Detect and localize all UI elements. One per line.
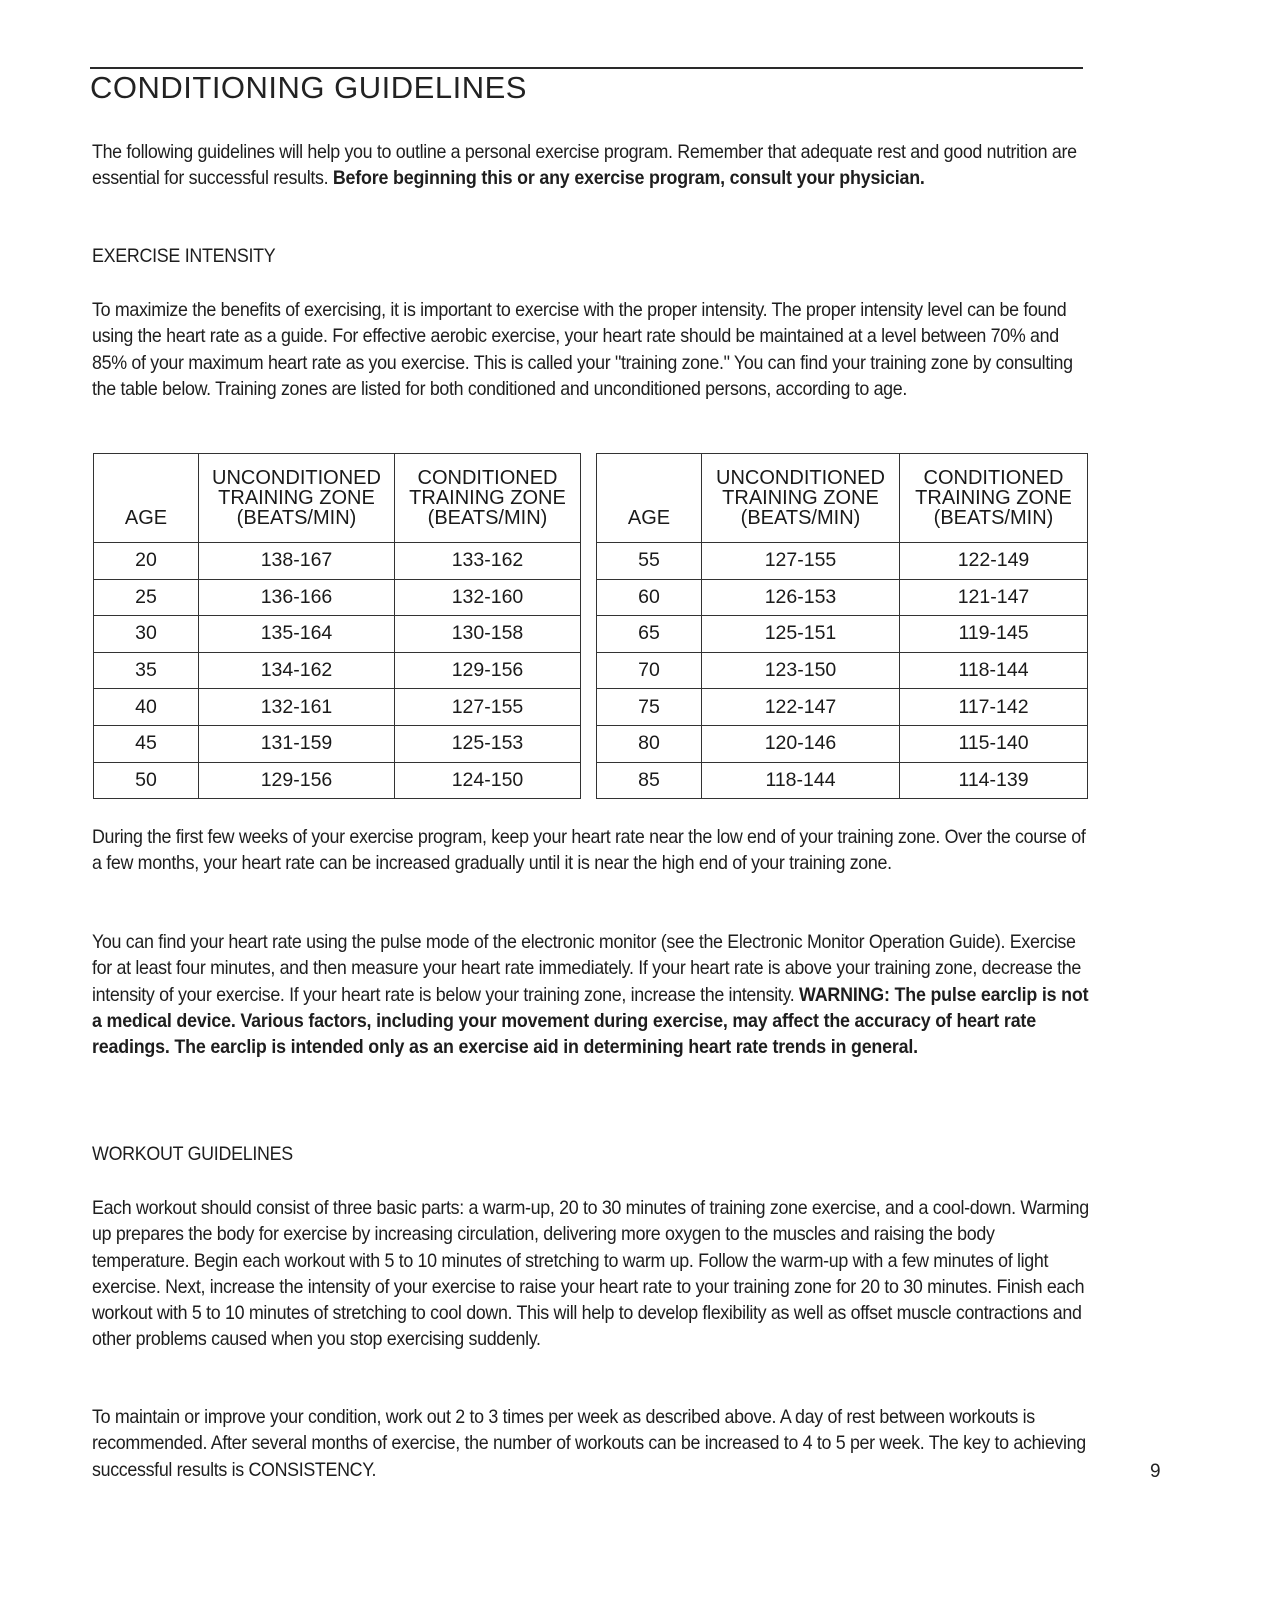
age-cell: 65 bbox=[597, 616, 702, 653]
age-cell: 35 bbox=[94, 652, 199, 689]
heart-rate-text: You can find your heart rate using the pulse mode of the electronic monitor (see the Electronic Monitor Operation Guide). Exercise for at least four minutes, and then measure your heart rate immediately. If your heart rate is above your training zone, decrease the intensity of your exercise. If your heart rate is below your training zone, increase the intensity. bbox=[92, 932, 1081, 1006]
age-cell: 85 bbox=[597, 762, 702, 799]
unconditioned-cell: 132-161 bbox=[199, 689, 395, 726]
unconditioned-cell: 120-146 bbox=[702, 725, 900, 762]
unconditioned-cell: 136-166 bbox=[199, 579, 395, 616]
title-rule bbox=[90, 67, 1083, 69]
table-row bbox=[94, 543, 581, 580]
conditioned-cell: 132-160 bbox=[395, 579, 581, 616]
header-age: AGE bbox=[597, 454, 702, 543]
table-row bbox=[597, 762, 1088, 799]
conditioned-cell: 117-142 bbox=[900, 689, 1088, 726]
age-cell: 60 bbox=[597, 579, 702, 616]
table-header-row bbox=[597, 454, 1088, 543]
table-row bbox=[94, 689, 581, 726]
training-zone-table-left bbox=[93, 453, 581, 799]
age-cell: 50 bbox=[94, 762, 199, 799]
header-conditioned: CONDITIONED TRAINING ZONE (BEATS/MIN) bbox=[900, 454, 1088, 543]
age-cell: 40 bbox=[94, 689, 199, 726]
unconditioned-cell: 126-153 bbox=[702, 579, 900, 616]
frequency-paragraph: To maintain or improve your condition, work out 2 to 3 times per week as described above. A day of rest between workouts is recommended. After several months of exercise, the number of workouts can be increased to 4 to 5 per week. The key to achieving successful results is CONSISTENCY. bbox=[92, 1407, 1086, 1481]
table-row bbox=[597, 689, 1088, 726]
page-number: 9 bbox=[1150, 1461, 1161, 1482]
header-age: AGE bbox=[94, 454, 199, 543]
header-unconditioned: UNCONDITIONED TRAINING ZONE (BEATS/MIN) bbox=[199, 454, 395, 543]
unconditioned-cell: 138-167 bbox=[199, 543, 395, 580]
intro-warning: Before beginning this or any exercise program, consult your physician. bbox=[332, 168, 925, 190]
conditioned-cell: 115-140 bbox=[900, 725, 1088, 762]
table-row bbox=[94, 579, 581, 616]
first-weeks-paragraph: During the first few weeks of your exercise program, keep your heart rate near the low end of your training zone. Over the course of a few months, your heart rate can be increased gradually until it is near the high end of your training zone. bbox=[92, 827, 1086, 875]
unconditioned-cell: 118-144 bbox=[702, 762, 900, 799]
conditioned-cell: 122-149 bbox=[900, 543, 1088, 580]
workout-guidelines-heading: WORKOUT GUIDELINES bbox=[92, 1144, 293, 1165]
intro-text: The following guidelines will help you to outline a personal exercise program. Remember that adequate rest and good nutrition are essential for successful results. bbox=[92, 142, 1077, 190]
intensity-paragraph: To maximize the benefits of exercising, it is important to exercise with the proper intensity. The proper intensity level can be found using the heart rate as a guide. For effective aerobic exercise, your heart rate should be maintained at a level between 70% and 85% of your maximum heart rate as you exercise. This is called your "training zone." You can find your training zone by consulting the table below. Training zones are listed for both conditioned and unconditioned persons, according to age. bbox=[92, 300, 1073, 400]
earclip-warning: WARNING: The pulse earclip is not a medical device. Various factors, including your movement during exercise, may affect the accuracy of heart rate readings. The earclip is intended only as an exercise aid in determining heart rate trends in general. bbox=[92, 984, 1089, 1059]
workout-paragraph: Each workout should consist of three basic parts: a warm-up, 20 to 30 minutes of training zone exercise, and a cool-down. Warming up prepares the body for exercise by increasing circulation, delivering more oxygen to the muscles and raising the body temperature. Begin each workout with 5 to 10 minutes of stretching to warm up. Follow the warm-up with a few minutes of light exercise. Next, increase the intensity of your exercise to raise your heart rate to your training zone for 20 to 30 minutes. Finish each workout with 5 to 10 minutes of stretching to cool down. This will help to develop flexibility as well as offset muscle contractions and other problems caused when you stop exercising suddenly. bbox=[92, 1198, 1089, 1351]
unconditioned-cell: 127-155 bbox=[702, 543, 900, 580]
header-conditioned: CONDITIONED TRAINING ZONE (BEATS/MIN) bbox=[395, 454, 581, 543]
table-row bbox=[597, 616, 1088, 653]
conditioned-cell: 133-162 bbox=[395, 543, 581, 580]
heart-rate-paragraph bbox=[92, 930, 1096, 1061]
table-row bbox=[597, 652, 1088, 689]
conditioned-cell: 127-155 bbox=[395, 689, 581, 726]
table-row bbox=[94, 652, 581, 689]
age-cell: 20 bbox=[94, 543, 199, 580]
conditioned-cell: 124-150 bbox=[395, 762, 581, 799]
page-title: CONDITIONING GUIDELINES bbox=[90, 70, 527, 105]
unconditioned-cell: 134-162 bbox=[199, 652, 395, 689]
exercise-intensity-heading: EXERCISE INTENSITY bbox=[92, 246, 276, 267]
table-header-row bbox=[94, 454, 581, 543]
age-cell: 25 bbox=[94, 579, 199, 616]
unconditioned-cell: 135-164 bbox=[199, 616, 395, 653]
age-cell: 30 bbox=[94, 616, 199, 653]
table-row bbox=[94, 616, 581, 653]
conditioned-cell: 121-147 bbox=[900, 579, 1088, 616]
age-cell: 55 bbox=[597, 543, 702, 580]
intro-paragraph bbox=[92, 140, 1096, 193]
conditioned-cell: 118-144 bbox=[900, 652, 1088, 689]
conditioned-cell: 119-145 bbox=[900, 616, 1088, 653]
unconditioned-cell: 123-150 bbox=[702, 652, 900, 689]
age-cell: 70 bbox=[597, 652, 702, 689]
table-row bbox=[94, 725, 581, 762]
unconditioned-cell: 129-156 bbox=[199, 762, 395, 799]
conditioned-cell: 130-158 bbox=[395, 616, 581, 653]
age-cell: 80 bbox=[597, 725, 702, 762]
age-cell: 45 bbox=[94, 725, 199, 762]
training-zone-table-right bbox=[596, 453, 1088, 799]
conditioned-cell: 114-139 bbox=[900, 762, 1088, 799]
unconditioned-cell: 125-151 bbox=[702, 616, 900, 653]
header-unconditioned: UNCONDITIONED TRAINING ZONE (BEATS/MIN) bbox=[702, 454, 900, 543]
table-row bbox=[597, 725, 1088, 762]
conditioned-cell: 125-153 bbox=[395, 725, 581, 762]
unconditioned-cell: 122-147 bbox=[702, 689, 900, 726]
unconditioned-cell: 131-159 bbox=[199, 725, 395, 762]
table-row bbox=[597, 543, 1088, 580]
table-row bbox=[597, 579, 1088, 616]
age-cell: 75 bbox=[597, 689, 702, 726]
table-row bbox=[94, 762, 581, 799]
conditioned-cell: 129-156 bbox=[395, 652, 581, 689]
